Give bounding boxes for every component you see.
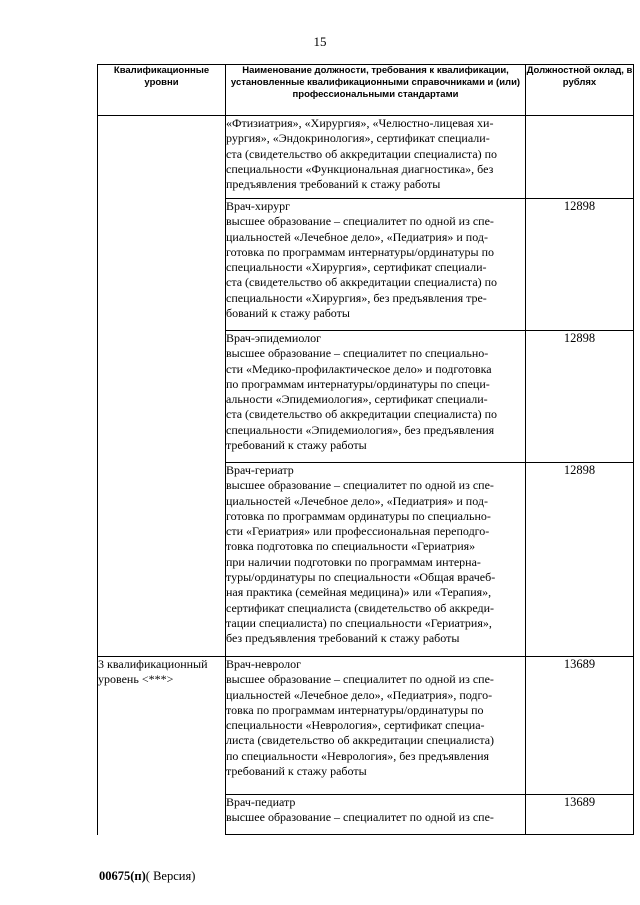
requirement-line: специальности «Хирургия», без предъявления тре- xyxy=(226,290,487,305)
cell-salary xyxy=(526,116,634,199)
header-level: Квалификационные уровни xyxy=(98,65,226,116)
requirement-line: специальности «Эпидемиология», без предъявления xyxy=(226,422,495,437)
cell-position-requirements xyxy=(226,463,526,657)
requirement-line: специальности «Неврология», сертификат специа- xyxy=(226,718,485,733)
cell-salary: 13689 xyxy=(526,657,634,795)
requirement-line: альности «Эпидемиология», сертификат специали- xyxy=(226,392,488,407)
requirement-line: бований к стажу работы xyxy=(226,306,350,321)
position-title: Врач-невролог xyxy=(226,657,302,671)
requirement-line: листа (свидетельство об аккредитации специалиста) xyxy=(226,733,495,748)
requirement-line: высшее образование – специалитет по одной из спе- xyxy=(226,214,494,229)
requirement-line: циальностей «Лечебное дело», «Педиатрия» и под- xyxy=(226,493,488,508)
position-title: Врач-педиатр xyxy=(226,795,296,809)
position-title: Врач-хирург xyxy=(226,199,291,213)
document-code: 00675(п) xyxy=(99,869,146,883)
requirement-line: «Фтизиатрия», «Хирургия», «Челюстно-лицевая хи- xyxy=(226,116,494,130)
cell-position-requirements xyxy=(226,795,526,835)
cell-position-requirements xyxy=(226,199,526,331)
position-title: Врач-гериатр xyxy=(226,463,294,477)
requirement-line: тации специалиста) по специальности «Гериатрия», xyxy=(226,615,492,630)
requirement-line: по программам интернатуры/ординатуры по специ- xyxy=(226,376,490,391)
requirement-line: ста (свидетельство об аккредитации специалиста) по xyxy=(226,407,498,422)
requirement-line: товка подготовка по специальности «Гериатрия» xyxy=(226,539,476,554)
cell-level: 3 квалификационный уровень <***> xyxy=(98,657,226,795)
table-header-row xyxy=(98,65,634,116)
position-title: Врач-эпидемиолог xyxy=(226,331,322,345)
requirement-line: требований к стажу работы xyxy=(226,438,367,453)
requirement-line: товка по программам интернатуры/ординатуры по xyxy=(226,702,484,717)
table-row xyxy=(98,795,634,835)
requirement-line: специальности «Функциональная диагностика», без xyxy=(226,161,494,176)
header-position: Наименование должности, требования к квалификации, установленные квалификационными справочниками и (или) профессиональными стандартами xyxy=(226,65,526,116)
requirement-line: сертификат специалиста (свидетельство об аккреди- xyxy=(226,600,495,615)
requirement-line: при наличии подготовки по программам интерна- xyxy=(226,554,481,569)
requirement-line: туры/ординатуры по специальности «Общая врачеб- xyxy=(226,570,496,585)
requirement-line: высшее образование – специалитет по одной из спе- xyxy=(226,672,494,687)
cell-salary: 12898 xyxy=(526,331,634,463)
requirement-line: готовка по программам интернатуры/ординатуры по xyxy=(226,244,495,259)
requirement-line: циальностей «Лечебное дело», «Педиатрия», подго- xyxy=(226,687,493,702)
table-row xyxy=(98,199,634,331)
requirement-line: ста (свидетельство об аккредитации специалиста) по xyxy=(226,146,498,161)
requirement-line: без предъявления требований к стажу работы xyxy=(226,631,460,646)
requirement-line: рургия», «Эндокринология», сертификат специали- xyxy=(226,131,490,146)
requirement-line: высшее образование – специалитет по одной из спе- xyxy=(226,810,494,825)
table-row xyxy=(98,657,634,795)
requirement-line: высшее образование – специалитет по одной из спе- xyxy=(226,478,494,493)
header-salary: Должностной оклад, в рублях xyxy=(526,65,634,116)
requirement-line: готовка по программам ординатуры по специально- xyxy=(226,508,491,523)
document-version: ( Версия) xyxy=(145,869,196,883)
requirement-line: требований к стажу работы xyxy=(226,764,367,779)
table-row xyxy=(98,116,634,199)
requirement-line: предъявления требований к стажу работы xyxy=(226,177,441,192)
table-row xyxy=(98,331,634,463)
document-footer xyxy=(99,869,195,884)
cell-salary: 13689 xyxy=(526,795,634,835)
cell-salary: 12898 xyxy=(526,199,634,331)
cell-level xyxy=(98,463,226,657)
requirement-line: сти «Медико-профилактическое дело» и подготовка xyxy=(226,361,492,376)
requirement-line: по специальности «Неврология», без предъявления xyxy=(226,748,490,763)
cell-salary: 12898 xyxy=(526,463,634,657)
requirement-line: циальностей «Лечебное дело», «Педиатрия» и под- xyxy=(226,229,488,244)
requirement-line: ста (свидетельство об аккредитации специалиста) по xyxy=(226,275,498,290)
cell-position-requirements xyxy=(226,116,526,199)
cell-level xyxy=(98,331,226,463)
requirement-line: специальности «Хирургия», сертификат специали- xyxy=(226,260,487,275)
qualification-table xyxy=(97,64,634,835)
cell-level xyxy=(98,795,226,835)
cell-level xyxy=(98,199,226,331)
cell-position-requirements xyxy=(226,331,526,463)
cell-position-requirements xyxy=(226,657,526,795)
requirement-line: высшее образование – специалитет по специально- xyxy=(226,346,489,361)
page-number: 15 xyxy=(313,34,327,49)
requirement-line: ная практика (семейная медицина)» или «Терапия», xyxy=(226,585,492,600)
requirement-line: сти «Гериатрия» или профессиональная переподго- xyxy=(226,524,490,539)
cell-level xyxy=(98,116,226,199)
table-row xyxy=(98,463,634,657)
